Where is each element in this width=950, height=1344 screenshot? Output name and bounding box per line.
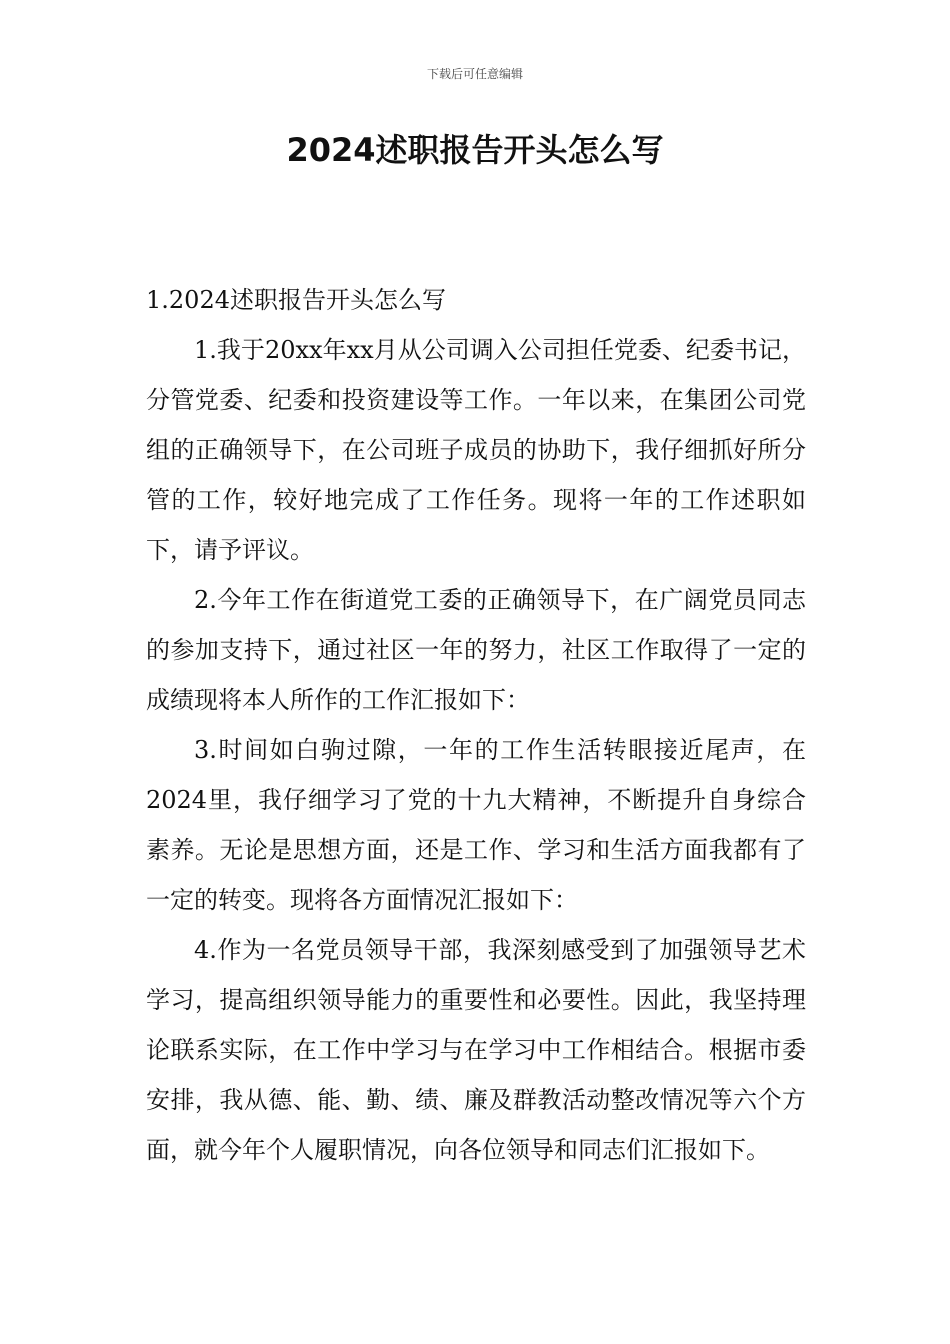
paragraph-4: 4.作为一名党员领导干部，我深刻感受到了加强领导艺术学习，提高组织领导能力的重要性和必要性。因此，我坚持理论联系实际，在工作中学习与在学习中工作相结合。根据市委安排，我从德、能、勤、绩、廉及群教活动整改情况等六个方面，就今年个人履职情况，向各位领导和同志们汇报如下。 (146, 936, 806, 1164)
document-title: 2024述职报告开头怎么写 (286, 131, 664, 169)
page-header-note: 下载后可任意编辑 (426, 67, 523, 81)
paragraph-3: 3.时间如白驹过隙，一年的工作生活转眼接近尾声，在2024里，我仔细学习了党的十九大精神，不断提升自身综合素养。无论是思想方面，还是工作、学习和生活方面我都有了一定的转变。现将各方面情况汇报如下： (146, 736, 806, 914)
paragraph-1: 1.我于20xx年xx月从公司调入公司担任党委、纪委书记，分管党委、纪委和投资建设等工作。一年以来，在集团公司党组的正确领导下，在公司班子成员的协助下，我仔细抓好所分管的工作，较好地完成了工作任务。现将一年的工作述职如下，请予评议。 (146, 336, 806, 564)
document-body (146, 275, 806, 1175)
paragraph-2: 2.今年工作在街道党工委的正确领导下，在广阔党员同志的参加支持下，通过社区一年的努力，社区工作取得了一定的成绩现将本人所作的工作汇报如下： (146, 586, 806, 714)
section-heading: 1.2024述职报告开头怎么写 (146, 286, 446, 314)
